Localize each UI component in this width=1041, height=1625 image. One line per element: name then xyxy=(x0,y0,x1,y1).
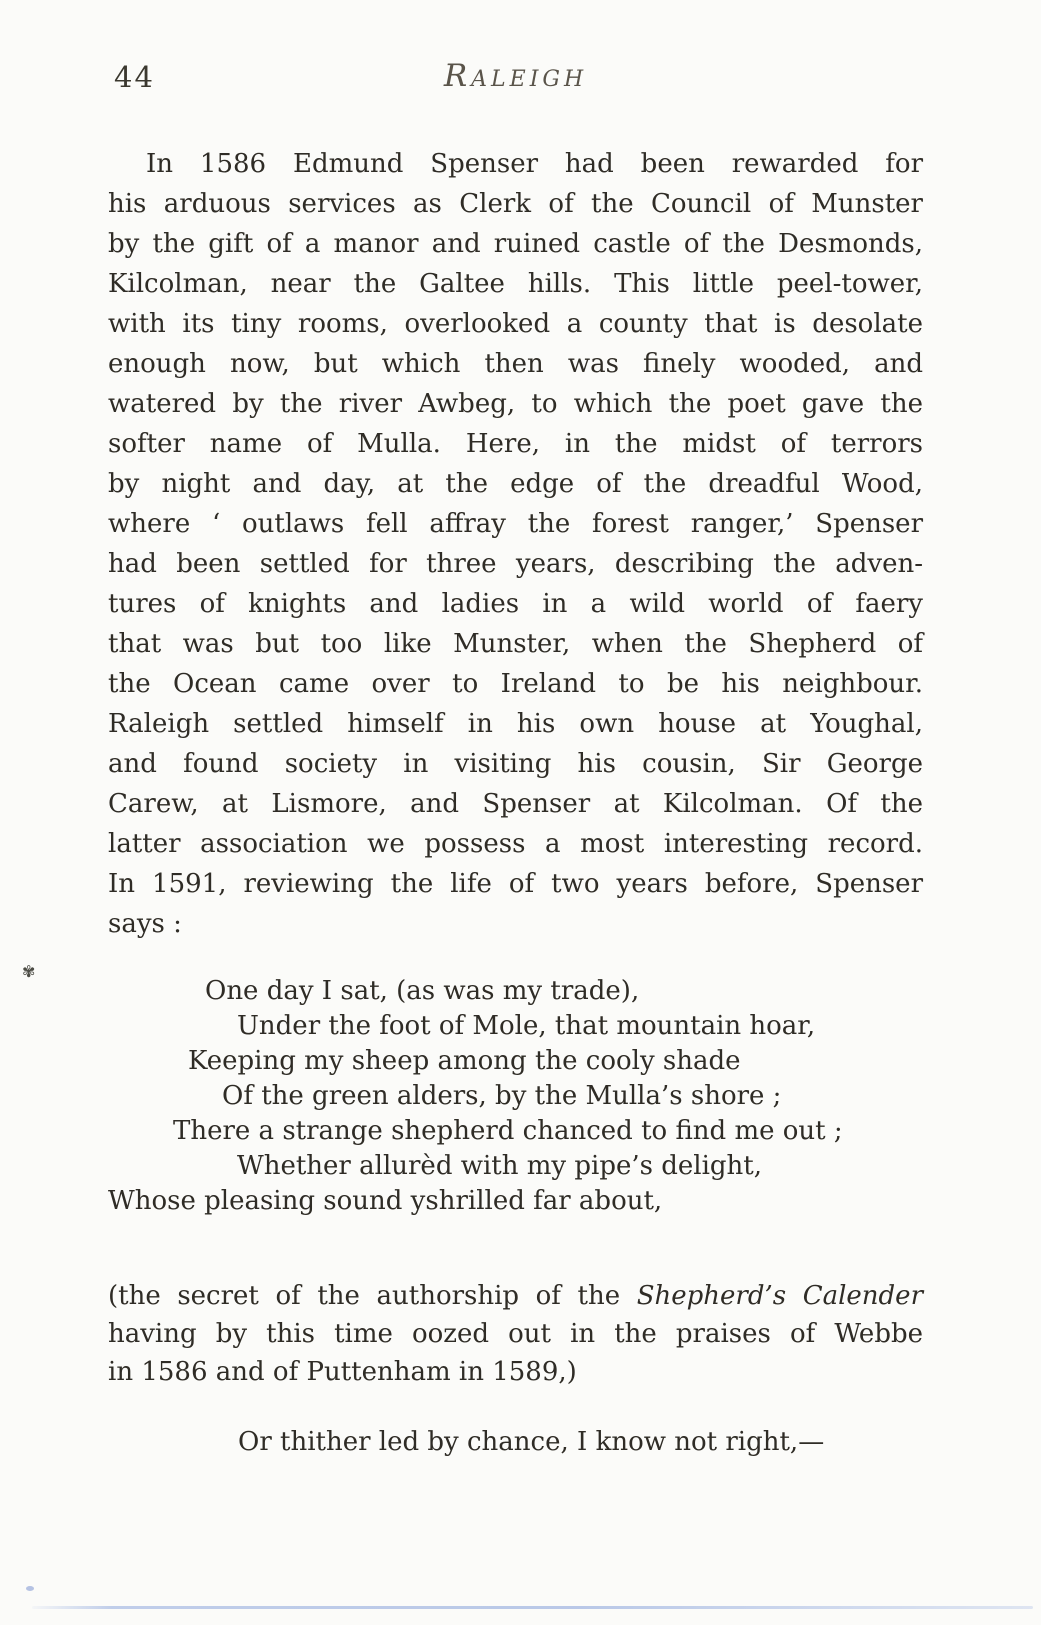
text-line: that was but too like Munster, when the Shepherd of xyxy=(108,629,923,659)
text-line: the Ocean came over to Ireland to be his neighbour. xyxy=(108,669,923,699)
verse-line: One day I sat, (as was my trade), xyxy=(205,976,640,1006)
text-line: his arduous services as Clerk of the Council of Munster xyxy=(108,189,923,219)
page-number: 44 xyxy=(114,60,155,94)
text-line: Carew, at Lismore, and Spenser at Kilcolman. Of the xyxy=(108,789,923,819)
verse-line: Whether allurèd with my pipe’s delight, xyxy=(237,1151,762,1181)
verse-quote xyxy=(108,974,923,1219)
verse-line: Under the foot of Mole, that mountain hoar, xyxy=(237,1011,816,1041)
text-line: watered by the river Awbeg, to which the poet gave the xyxy=(108,389,923,419)
text-line: had been settled for three years, describing the adven- xyxy=(108,549,923,579)
text-line: latter association we possess a most interesting record. xyxy=(108,829,923,859)
running-title: Raleigh xyxy=(443,58,588,94)
text-line: having by this time oozed out in the praises of Webbe xyxy=(108,1319,923,1349)
margin-ornament: ✾ xyxy=(22,962,36,981)
text-line: softer name of Mulla. Here, in the midst of terrors xyxy=(108,429,923,459)
text-line: says : xyxy=(108,909,182,939)
scan-artifact-line xyxy=(32,1606,1033,1609)
verse-line: Whose pleasing sound yshrilled far about, xyxy=(108,1186,663,1216)
text-line: in 1586 and of Puttenham in 1589,) xyxy=(108,1357,577,1387)
text-line: In 1591, reviewing the life of two years before, Spenser xyxy=(108,869,923,899)
text-line xyxy=(108,1277,923,1315)
verse-line: Of the green alders, by the Mulla’s shore ; xyxy=(222,1081,782,1111)
text-line: with its tiny rooms, overlooked a county that is desolate xyxy=(108,309,923,339)
text-line: tures of knights and ladies in a wild world of faery xyxy=(108,589,923,619)
text-line: Kilcolman, near the Galtee hills. This little peel-tower, xyxy=(108,269,923,299)
text-line: In 1586 Edmund Spenser had been rewarded for xyxy=(146,149,923,179)
text-line: enough now, but which then was finely wooded, and xyxy=(108,349,923,379)
text-block xyxy=(108,58,923,1457)
verse-line: Keeping my sheep among the cooly shade xyxy=(188,1046,741,1076)
scan-artifact-dot xyxy=(26,1586,34,1591)
paragraph-main xyxy=(108,144,923,944)
italic-book-title: Shepherd’s Calender xyxy=(636,1281,923,1311)
closing-verse-line: Or thither led by chance, I know not right,— xyxy=(238,1427,825,1457)
text-line: Raleigh settled himself in his own house at Youghal, xyxy=(108,709,923,739)
text-line: and found society in visiting his cousin, Sir George xyxy=(108,749,923,779)
paragraph-parenthetical xyxy=(108,1277,923,1391)
text-line: by night and day, at the edge of the dreadful Wood, xyxy=(108,469,923,499)
verse-line: There a strange shepherd chanced to find me out ; xyxy=(173,1116,843,1146)
text-line-fragment: (the secret of the authorship of the xyxy=(108,1281,637,1311)
text-line: by the gift of a manor and ruined castle of the Desmonds, xyxy=(108,229,923,259)
page-header xyxy=(108,58,923,98)
text-line: where ‘ outlaws fell affray the forest ranger,’ Spenser xyxy=(108,509,923,539)
